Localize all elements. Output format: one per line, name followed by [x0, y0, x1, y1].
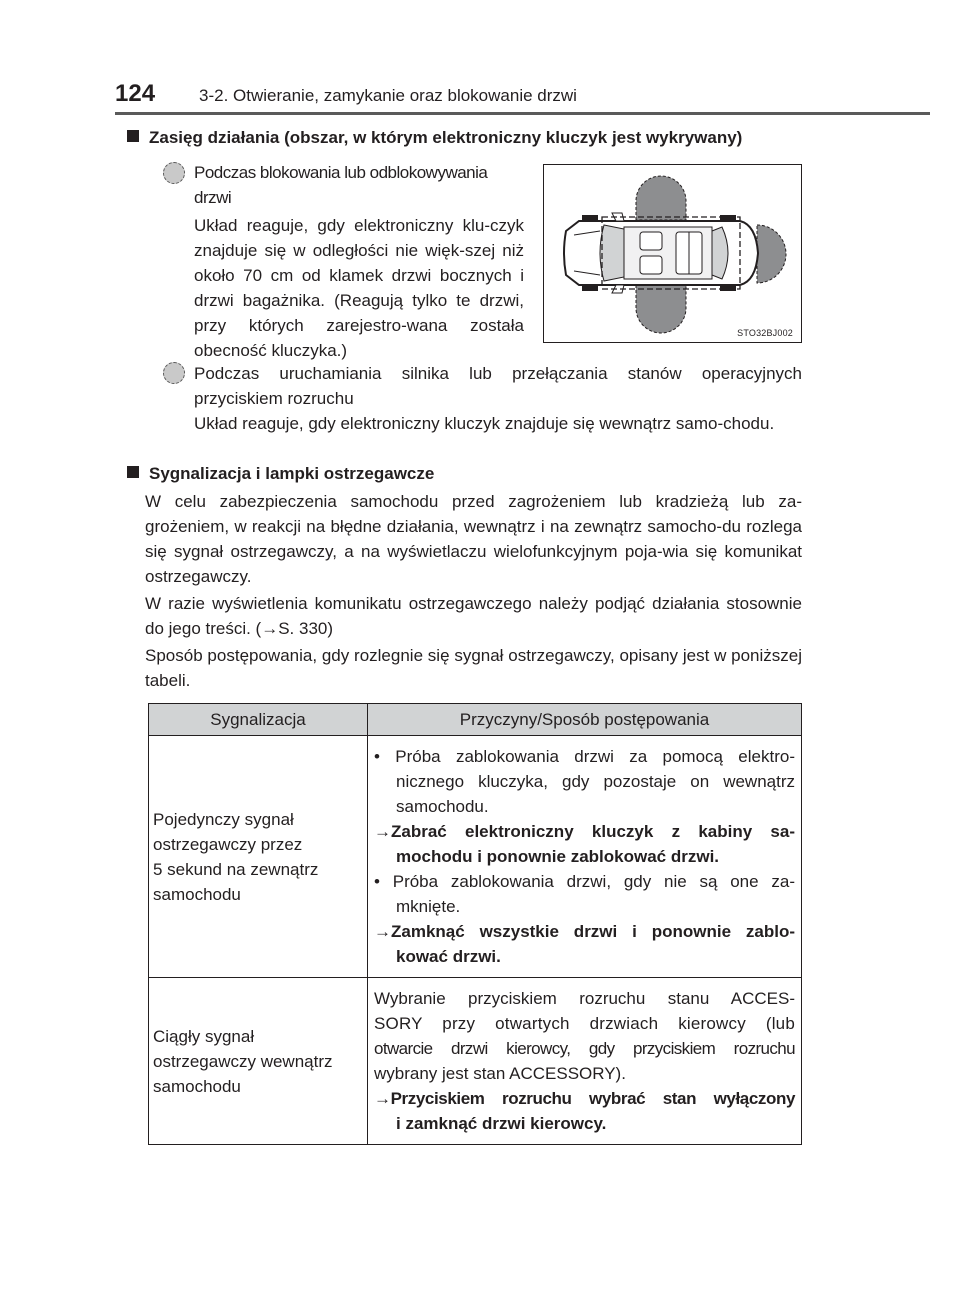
cell-line: Ciągły sygnał — [153, 1026, 255, 1046]
cell-line: mknięte. — [396, 897, 461, 916]
paragraph-warning-intro: W celu zabezpieczenia samochodu przed zagrożeniem lub kradzieżą lub za-grożeniem, w reakcji na błędne działania, wewnątrz i na zewnątrz samocho-du rozlega się sygnał ostrzegawczy, a na wyświetlaczu wielofunkcyjnym poja-wia się komunikat ostrzegawczy. — [145, 492, 802, 586]
chapter-title: 3-2. Otwieranie, zamykanie oraz blokowanie drzwi — [199, 86, 577, 105]
cell-line: Wybranie przyciskiem rozruchu stanu ACCES- — [374, 989, 795, 1008]
cell-line: wybrany jest stan ACCESSORY). — [374, 1064, 626, 1083]
cell-line: otwarcie drzwi kierowcy, gdy przyciskiem rozruchu — [374, 1039, 795, 1058]
table-cell-signal — [149, 978, 368, 1145]
section-title-text: Sygnalizacja i lampki ostrzegawcze — [149, 464, 435, 483]
warning-table — [148, 703, 802, 1145]
cell-line: SORY przy otwartych drzwiach kierowcy (lub — [374, 1014, 795, 1033]
subheading-locking: Podczas blokowania lub odblokowywania drzwi — [194, 163, 488, 207]
table-cell-cause — [368, 978, 802, 1145]
paragraph-start: Układ reaguje, gdy elektroniczny kluczyk znajduje się wewnątrz samo-chodu. — [194, 414, 775, 433]
car-top-view-icon — [544, 165, 801, 342]
table-header-signal: Sygnalizacja — [149, 704, 368, 736]
table-cell-signal — [149, 736, 368, 978]
number-badge-icon — [163, 362, 185, 384]
car-detection-diagram — [543, 164, 802, 343]
cell-line-action: kować drzwi. — [396, 947, 501, 966]
table-header-row — [149, 704, 802, 736]
cell-line-action: →Zamknąć wszystkie drzwi i ponownie zablo- — [374, 922, 795, 941]
cell-line-action: →Przyciskiem rozruchu wybrać stan wyłączony — [374, 1089, 795, 1108]
cell-line-action: i zamknąć drzwi kierowcy. — [396, 1114, 607, 1133]
cell-line-action: →Zabrać elektroniczny kluczyk z kabiny sa- — [374, 822, 795, 841]
section-title-warnings — [127, 464, 434, 484]
cell-line: Pojedynczy sygnał — [153, 809, 294, 829]
table-header-cause: Przyczyny/Sposób postępowania — [368, 704, 802, 736]
cell-line-action: mochodu i ponownie zablokować drzwi. — [396, 847, 720, 866]
section-title-range — [127, 128, 742, 148]
paragraph-warning-message: W razie wyświetlenia komunikatu ostrzegawczego należy podjąć działania stosownie do jego treści. (→S. 330) — [145, 594, 802, 638]
cell-line: • Próba zablokowania drzwi, gdy nie są one za- — [374, 872, 795, 891]
figure-code: STO32BJ002 — [737, 328, 793, 338]
paragraph-locking: Układ reaguje, gdy elektroniczny klu-czyk znajduje się w odległości nie więk-szej niż około 70 cm od klamek drzwi bocznych i drzwi bagażnika. (Reagują tylko te drzwi, przy których zarejestro-wana została obecność kluczyka.) — [194, 216, 524, 360]
header-rule — [115, 112, 930, 115]
square-bullet-icon — [127, 466, 139, 478]
cell-line: • Próba zablokowania drzwi za pomocą elektro- — [374, 747, 795, 766]
paragraph-table-intro: Sposób postępowania, gdy rozlegnie się sygnał ostrzegawczy, opisany jest w poniższej tabeli. — [145, 646, 802, 690]
cell-line: ostrzegawczy przez — [153, 834, 303, 854]
cell-line: samochodu — [153, 884, 241, 904]
section-title-text: Zasięg działania (obszar, w którym elektroniczny kluczyk jest wykrywany) — [149, 128, 743, 147]
subheading-start: Podczas uruchamiania silnika lub przełączania stanów operacyjnych przyciskiem rozruchu — [194, 364, 802, 408]
table-row — [149, 736, 802, 978]
square-bullet-icon — [127, 130, 139, 142]
cell-line: ostrzegawczy wewnątrz — [153, 1051, 333, 1071]
cell-line: nicznego kluczyka, gdy pozostaje on wewnątrz — [396, 772, 795, 791]
cell-line: 5 sekund na zewnątrz — [153, 859, 319, 879]
table-row — [149, 978, 802, 1145]
cell-line: samochodu — [153, 1076, 241, 1096]
page-number: 124 — [115, 80, 156, 107]
cell-line: samochodu. — [396, 797, 489, 816]
table-cell-cause — [368, 736, 802, 978]
number-badge-icon — [163, 162, 185, 184]
